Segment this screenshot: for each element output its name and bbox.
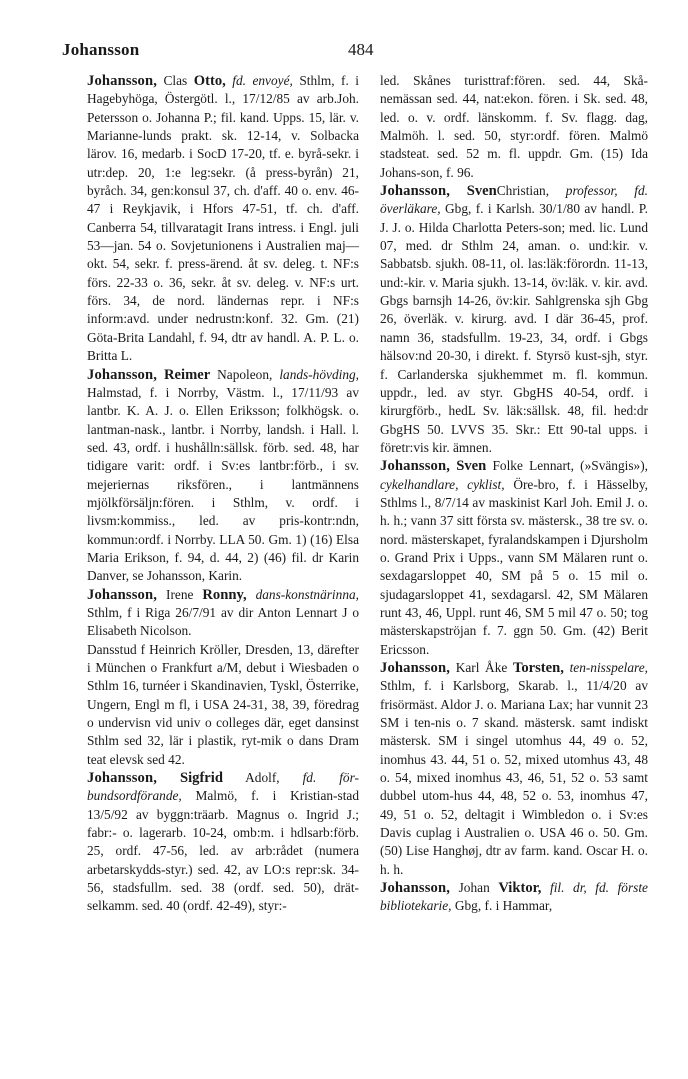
left-column	[87, 72, 359, 916]
entry-surname: Johansson,	[87, 770, 158, 787]
entry-reimer-johansson	[87, 366, 359, 586]
running-head-name: Johansson	[62, 40, 140, 59]
entry-surname: Johansson,	[87, 73, 158, 89]
entry-given-name: Viktor,	[498, 880, 542, 897]
running-head	[62, 40, 648, 64]
entry-sven-folke-johansson	[380, 457, 648, 659]
entry-title: cykelhandlare, cyklist,	[380, 476, 505, 492]
entry-first-name: Johan	[458, 880, 490, 896]
entry-body: Sthlm, f. i Hagebyhöga, Östergötl. l., 17/12/85 av arb.Joh. Petersson o. Johanna P.; fil. kand. Upps. 15, lär. v. Marianne-lunds prakt. sk. 12-14, v. Solbacka lärov. 16, medarb. i SocD 17-20, tf. e. byrå-sekr. i utr:dep. 20, 1:e leg:sekr. (å press-byrån) 21, byråch. 34, gen:konsul 37, ch. d'aff. 40 o. env. 46-47 i Reykjavik, i Hfors 47-51, tf. ch. d'aff. Canberra 54, tillvaratagit Irans intress. i Engl. juli 53—jan. 54 o. Sovjetunionens i Australien maj—okt. 54, sekr. f. press-ärend. åt sv. deleg. t. NF:s förs. 22-33 o. 36, sekr. åt sv. deleg. v. NF:s urt. förs. 34, de nord. ländernas repr. i NF:s inform:avd. under nedrustn:konf. 32. Gm. (21) Göta-Brita Landahl, f. 94, dtr av handl. A. P. L. o. Britta L.	[87, 73, 359, 364]
entry-middle-name: Christian,	[496, 183, 550, 199]
entry-given-name: Otto,	[193, 73, 226, 89]
entry-given-name: Torsten,	[512, 660, 564, 676]
entry-middle-name: Adolf,	[245, 770, 280, 786]
entry-surname: Johansson,	[87, 366, 158, 383]
entry-title: ten-nisspelare,	[569, 660, 649, 675]
entry-irene-ronny-johansson	[87, 586, 359, 769]
entry-body: Gbg, f. i Karlsh. 30/1/80 av handl. P. J. J. o. Hilda Charlotta Peters-son; med. lic. Lund 07, med. dr Sthlm 24, aman. o. und:kir. v. Sabbatsb. sjukh. 08-11, ol. las:läk:förordn. 11-13, und:-kir. v. Maria sjukh. 13-14, öv:läk. v. kir. avd. Gbgs barnsjh 14-26, öv:kir. Sahlgrenska sjh Gbg 26, överläk. v. kirurg. avd. I där 36-45, prof. namn 36, stadsfullm. 19-23, 34, ordf. i Gbgs hälsov:nd 20-30, i direkt. f. Styrsö kust-sjh, styr. f. Carlanderska sjukhemmet m. fl. kommun. uppdr., led. av styr. GbgHS 40-54, ordf. i kirurgförb., hedL Sv. läk:sällsk. 48, fil. hed:dr GbgHS 50. LVVS 35. Skr.: Ett 90-tal upps. i företr:vis kir. ämnen.	[380, 201, 648, 455]
entry-viktor-johansson	[380, 879, 648, 916]
entry-sven-christian-johansson	[380, 182, 648, 457]
entry-title: lands-hövding,	[279, 366, 359, 382]
entry-title: fd. för-bundsordförande,	[87, 770, 359, 804]
entry-sigfrid-johansson	[87, 769, 359, 916]
entry-body: Halmstad, f. i Norrby, Västm. l., 17/11/93 av lantbr. K. A. J. o. Ellen Eriksson; folkhögsk. o. lantman-nask., lantbr. i Norrby, landsh. i Hall. l. sed. 43, ordf. i hushålln:sällsk. förb. sed. 48, har tidigare varit: ordf. i Sv:es lantbr:förb., i sv. mejeriernas riksfören., i lantmännens mjölkförsäljn:fören. i Sthlm, v. ordf. i livsm:kommiss., led. av pris-kontr:ndn, kommun:ordf. i Norrby. LLA 50. Gm. 1) (16) Elsa Maria Erikson, f. 94, d. 44, 2) (46) fil. dr Karin Danver, se Johansson, Karin.	[87, 384, 359, 584]
right-column	[380, 72, 648, 916]
entry-body: Sthlm, f i Riga 26/7/91 av dir Anton Lennart J o Elisabeth Nicolson.	[87, 604, 359, 639]
entry-first-name: Clas	[163, 73, 188, 88]
entry-body: Gbg, f. i Hammar,	[454, 898, 553, 914]
entry-continuation	[380, 72, 648, 182]
entry-surname: Johansson,	[380, 458, 451, 475]
entry-title: professor, fd. överläkare,	[380, 183, 648, 217]
entry-first-name: Irene	[166, 586, 194, 602]
entry-given-name: Sven	[466, 183, 497, 200]
entry-body: Malmö, f. i Kristian-stad 13/5/92 av byggn:träarb. Magnus o. Ingrid J.; fabr:- o. lagerarb. 10-24, omb:m. i hdlsarb:förb. 25, ordf. 47-56, led. av arb:rådet (numera arbetarskydds-styr.) sed. 42, av LO:s repr:sk. 34-56, stadsfullm. sed. 38 (ordf. sed. 50), drät-selkamm. sed. 40 (ordf. 42-49), styr:-	[87, 788, 359, 914]
page-number: 484	[348, 40, 374, 59]
entry-clas-otto-johansson	[87, 72, 359, 366]
entry-given-name: Ronny,	[202, 586, 247, 603]
entry-title: fil. dr, fd. förste bibliotekarie,	[380, 880, 648, 914]
entry-paragraph: Dansstud f Heinrich Kröller, Dresden, 13, därefter i München o Frankfurt a/M, debut i Wiesbaden o Sthlm 16, turnéer i Skandinavien, Tyskl, Österrike, Ungern, Engl m fl, i USA 24-31, 38, 39, föredrag o undervisn vid univ o colleges där, eget dansinst Sthlm sed 32, lär i plastik, ryt-mik o dans Dram teat elevsk sed 42.	[87, 641, 359, 767]
entry-surname: Johansson,	[380, 880, 451, 897]
entry-middle-name: Folke Lennart, (»Svängis»),	[492, 458, 648, 474]
entry-torsten-johansson	[380, 659, 648, 879]
entry-body: Sthlm, f. i Karlsborg, Skarab. l., 11/4/20 av frisörmäst. Aldor J. o. Mariana Lax; har vunnit 23 SM i ten-nis o. 7 skand. mästersk. samt indiskt mästersk. SM i singel utomhus 44, 49 o. 52, inomhus 43. 44, 51 o. 52, mixed utomhus 43, 48 o. 54, mixed inomhus 43, 46, 51, 52 o. 53 samt dubbel utom-hus 44, 48, 52 o. 53, inomhus 47, 49, 51 o. 52, deltagit i Wimbledon o. i Sv:es Davis cuplag i Australien o. USA 46 o. 50. Gm. (50) Lise Hanghøj, dtr av farm. kand. Oscar H. o. h. h.	[380, 678, 648, 877]
entry-given-name: Reimer	[164, 366, 211, 383]
entry-given-name: Sven	[456, 458, 487, 475]
entry-body: Öre-bro, f. i Hässelby, Sthlms l., 8/7/14 av maskinist Karl Joh. Emil J. o. h. h.; vann 37 sitt första sv. mästersk., 38 tre sv. o. nord. mästerskapet, fyralandskampen i Djursholm o. Grand Prix i Upps., vann SM Mälaren runt o. sexdagarsloppet 40, SM på 5 o. 15 mil o. sjudagarsloppet 41, sexdagarsl. 42, SM Mälaren runt 43, 46, Uppl. runt 46, SM 5 mil 47 o. 50; tog mästerskapströjan f. 7. ggn 50. Gm. (42) Berit Ericsson.	[380, 476, 648, 657]
entry-body: led. Skånes turisttraf:fören. sed. 44, Skå-nemässan sed. 44, nat:ekon. fören. i Sk. sed. 48, led. o. v. ordf. länskomm. f. Sv. flagg. dag, Malmöh. l. sed. 50, styr:ordf. fören. Malmö stadsteat. sed. 52 m. fl. uppdr. Gm. (15) Ida Johans-son, f. 96.	[380, 73, 648, 180]
entry-surname: Johansson,	[87, 586, 158, 603]
entry-surname: Johansson,	[380, 660, 451, 676]
entry-title: dans-konstnärinna,	[255, 586, 359, 602]
entry-given-name: Sigfrid	[179, 770, 223, 787]
entry-surname: Johansson,	[380, 183, 451, 200]
entry-first-name: Karl Åke	[455, 660, 508, 675]
entry-title: fd. envoyé,	[232, 73, 293, 88]
entry-middle-name: Napoleon,	[217, 366, 273, 382]
